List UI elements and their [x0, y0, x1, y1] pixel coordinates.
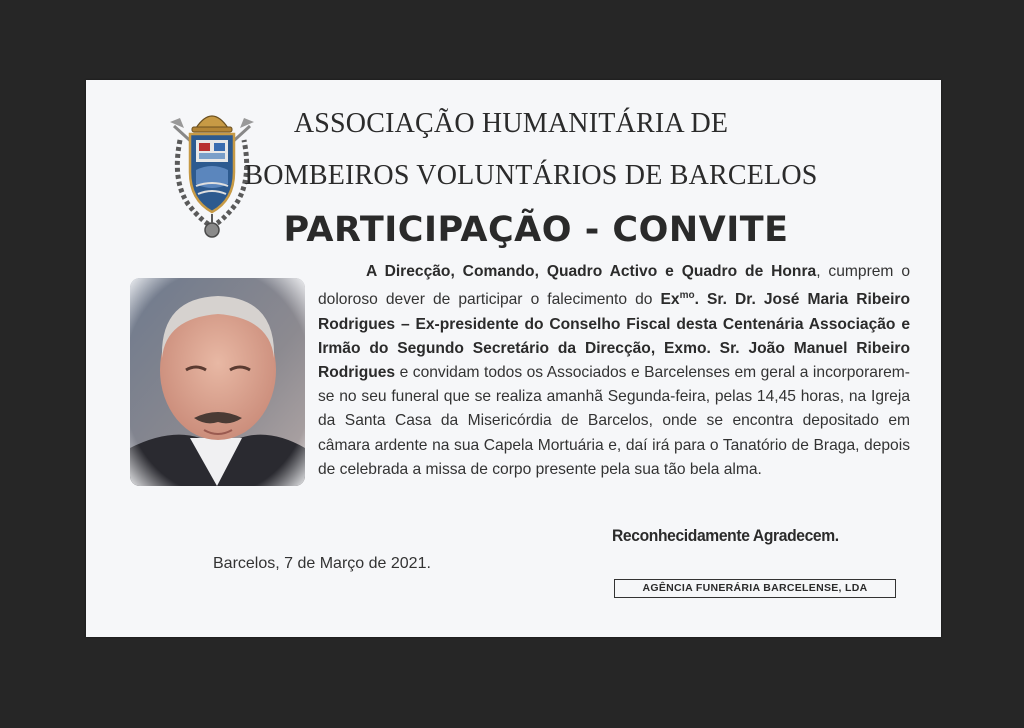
- association-name-line-2: BOMBEIROS VOLUNTÁRIOS DE BARCELOS: [244, 160, 818, 191]
- date-line: Barcelos, 7 de Março de 2021.: [213, 555, 431, 572]
- body-superscript: mo: [679, 290, 695, 302]
- association-name-line-1: ASSOCIAÇÃO HUMANITÁRIA DE: [293, 108, 729, 139]
- obituary-notice: [86, 80, 941, 637]
- body-bold-1: A Direcção, Comando, Quadro Activo e Quadro de Honra: [366, 263, 817, 280]
- body-text-2: e convidam todos os Associados e Barcelenses em geral a incorporarem-se no seu funeral que se realiza amanhã Segunda-feira, pelas 14,45 horas, na Igreja da Santa Casa da Misericórdia de Barcelos, onde se encontra depositado em câmara ardente na sua Capela Mortuária e, daí irá para o Tanatório de Braga, depois de celebrada a missa de corpo presente pela sua tão bela alma.: [318, 364, 910, 478]
- thanks-line: Reconhecidamente Agradecem.: [612, 526, 839, 545]
- funeral-agency-box: AGÊNCIA FUNERÁRIA BARCELENSE, LDA: [614, 579, 896, 598]
- body-bold-3: . Sr. Dr. José Maria Ribeiro Rodrigues – Ex-presidente do Conselho Fiscal desta Centenária Associação e Irmão do Segundo Secretário da Direcção, Exmo. Sr. João Manuel Ribeiro Rodrigues: [318, 291, 911, 381]
- notice-title: PARTICIPAÇÃO - CONVITE: [283, 210, 789, 250]
- body-bold-2: Ex: [660, 291, 680, 309]
- body-text-1: , cumprem o doloroso dever de participar o falecimento do: [318, 263, 910, 309]
- notice-body: [124, 260, 910, 512]
